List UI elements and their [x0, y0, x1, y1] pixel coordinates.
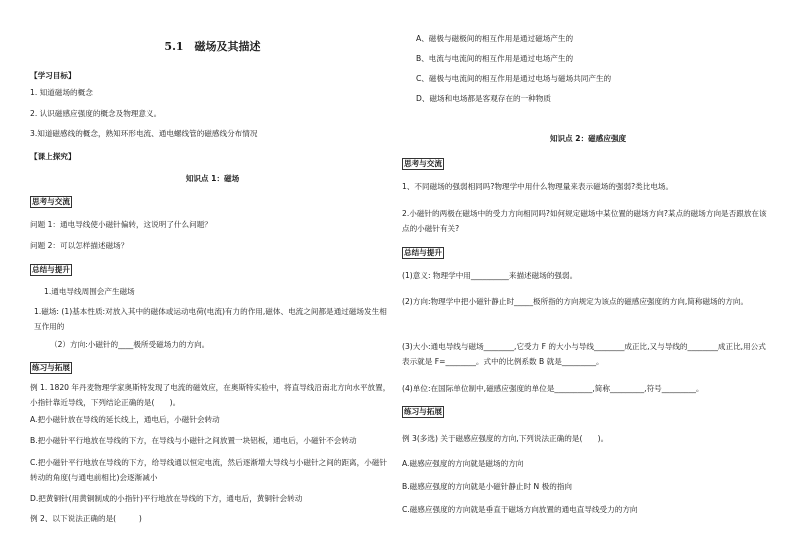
example-3-stem: 例 3(多选) 关于磁感应强度的方向,下列说法正确的是( )。: [402, 434, 609, 443]
example-2-option: A、磁极与磁极间的相互作用是通过磁场产生的: [416, 34, 574, 43]
think-discuss-label: 思考与交流: [32, 197, 70, 206]
goal-item: 3.知道磁感线的概念，熟知环形电流、通电螺线管的磁感线分布情况: [30, 129, 258, 138]
page-title: 5.1 磁场及其描述: [164, 40, 261, 53]
example-2-option: B、电流与电流间的相互作用是通过电场产生的: [416, 54, 574, 63]
example-3-option: A.磁感应强度的方向就是磁场的方向: [402, 459, 524, 468]
example-2-stem: 例 2、以下说法正确的是( ): [30, 514, 142, 523]
goal-item: 2. 认识磁感应强度的概念及物理意义。: [30, 109, 162, 118]
example-1-option: C.把小磁针平行地放在导线的下方，给导线通以恒定电流，然后逐渐增大导线与小磁针之间的距离，小磁针转动的角度(与通电前相比)会逐渐减小: [30, 458, 388, 482]
example-2-option: D、磁场和电场都是客观存在的一种物质: [416, 94, 551, 103]
question-2: 2.小磁针的两极在磁场中的受力方向相同吗?如何规定磁场中某位置的磁场方向?某点的磁场方向是否跟放在该点的小磁针有关?: [402, 209, 767, 233]
goal-item: 1. 知道磁场的概念: [30, 88, 93, 97]
practice-label: 练习与拓展: [32, 363, 70, 372]
summary-item: 1.磁场: (1)基本性质:对放入其中的磁体或运动电荷(电流)有力的作用,磁体、电流之间都是通过磁场发生相互作用的: [34, 307, 387, 331]
question-2: 问题 2：可以怎样描述磁场？: [30, 241, 129, 250]
summary-label: 总结与提升: [404, 248, 442, 257]
example-1-option: D.把黄铜针(用黄铜制成的小指针)平行地放在导线的下方，通电后，黄铜针会转动: [30, 494, 303, 503]
summary-item: （2）方向:小磁针的____极所受磁场力的方向。: [50, 340, 210, 349]
knowledge-point-1-title: 知识点 1：磁场: [185, 174, 240, 183]
example-2-option: C、磁极与电流间的相互作用是通过电场与磁场共同产生的: [416, 74, 612, 83]
knowledge-point-2-title: 知识点 2：磁感应强度: [549, 134, 627, 143]
example-1-option: B.把小磁针平行地放在导线的下方，在导线与小磁针之间放置一块铝板，通电后，小磁针不会转动: [30, 436, 357, 445]
example-1-stem: 例 1. 1820 年丹麦物理学家奥斯特发现了电流的磁效应，在奥斯特实验中，将直导线沿南北方向水平放置，小指针靠近导线，下列结论正确的是( )。: [30, 383, 391, 407]
learning-goals-heading: 【学习目标】: [30, 71, 76, 80]
summary-label: 总结与提升: [32, 265, 70, 274]
summary-item: (1)意义: 物理学中用__________来描述磁场的强弱。: [402, 271, 578, 280]
summary-item: (3)大小:通电导线与磁场________,它受力 F 的大小与导线________成正比,又与导线的________成正比,用公式表示就是 F=________。式中的比例系数 B 就是_________。: [402, 342, 766, 366]
summary-item: (2)方向:物理学中把小磁针静止时_____极所指的方向规定为该点的磁感应强度的方向,简称磁场的方向。: [402, 297, 749, 306]
class-inquiry-heading: 【课上探究】: [30, 152, 76, 161]
example-3-option: C.磁感应强度的方向就是垂直于磁场方向放置的通电直导线受力的方向: [402, 505, 638, 514]
example-1-option: A.把小磁针放在导线的延长线上，通电后，小磁针会转动: [30, 415, 220, 424]
summary-item: (4)单位:在国际单位制中,磁感应强度的单位是__________,简称_________,符号_________。: [402, 384, 704, 393]
question-1: 1、不同磁场的强弱相同吗?物理学中用什么物理量来表示磁场的强弱?类比电场。: [402, 182, 674, 191]
question-1: 问题 1：通电导线使小磁针偏转，这说明了什么问题？: [30, 220, 212, 229]
example-3-option: B.磁感应强度的方向就是小磁针静止时 N 极的指向: [402, 482, 573, 491]
summary-item: 1.通电导线周围会产生磁场: [44, 287, 135, 296]
think-discuss-label: 思考与交流: [404, 159, 442, 168]
practice-label: 练习与拓展: [404, 407, 442, 416]
